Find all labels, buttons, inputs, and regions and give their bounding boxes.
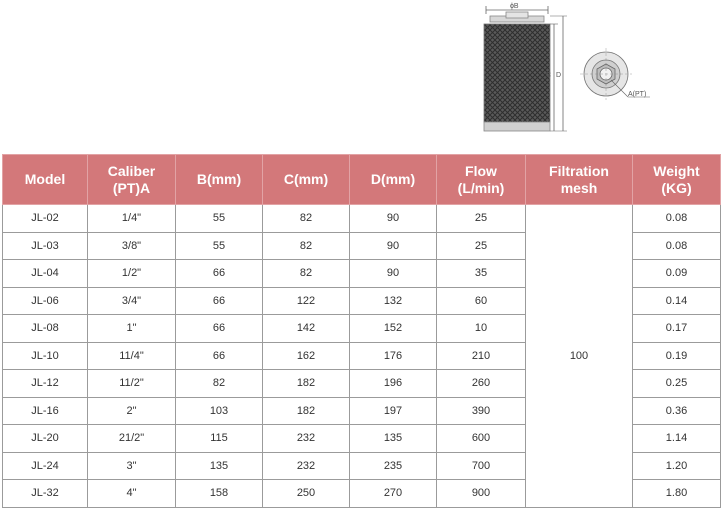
cell-d: 176 xyxy=(350,342,437,370)
header-caliber: Caliber (PT)A xyxy=(88,155,176,205)
cell-caliber: 11/2" xyxy=(88,370,176,398)
cell-model: JL-16 xyxy=(3,397,88,425)
cell-caliber: 1" xyxy=(88,315,176,343)
header-b: B(mm) xyxy=(176,155,263,205)
filter-bottom-cap xyxy=(484,122,550,131)
cell-caliber: 1/4" xyxy=(88,205,176,233)
cell-model: JL-32 xyxy=(3,480,88,508)
cell-filtration-mesh: 100 xyxy=(526,205,633,508)
cell-d: 132 xyxy=(350,287,437,315)
cell-model: JL-10 xyxy=(3,342,88,370)
cell-flow: 60 xyxy=(437,287,526,315)
cell-d: 90 xyxy=(350,205,437,233)
cell-weight: 0.25 xyxy=(633,370,721,398)
cell-c: 142 xyxy=(263,315,350,343)
cell-model: JL-24 xyxy=(3,452,88,480)
cell-weight: 1.14 xyxy=(633,425,721,453)
cell-caliber: 21/2" xyxy=(88,425,176,453)
cell-flow: 900 xyxy=(437,480,526,508)
label-phi-b: ϕB xyxy=(510,3,519,10)
cell-flow: 210 xyxy=(437,342,526,370)
cell-b: 103 xyxy=(176,397,263,425)
cell-weight: 0.17 xyxy=(633,315,721,343)
cell-c: 162 xyxy=(263,342,350,370)
cell-model: JL-12 xyxy=(3,370,88,398)
cell-c: 82 xyxy=(263,232,350,260)
table-row xyxy=(3,205,721,233)
cell-flow: 260 xyxy=(437,370,526,398)
header-filtration-mesh: Filtration mesh xyxy=(526,155,633,205)
cell-b: 66 xyxy=(176,287,263,315)
cell-flow: 25 xyxy=(437,232,526,260)
cell-model: JL-06 xyxy=(3,287,88,315)
cell-c: 82 xyxy=(263,260,350,288)
cell-b: 55 xyxy=(176,232,263,260)
header-c: C(mm) xyxy=(263,155,350,205)
cell-d: 196 xyxy=(350,370,437,398)
label-a-pt: A(PT) xyxy=(628,91,647,98)
cell-model: JL-02 xyxy=(3,205,88,233)
cell-caliber: 4" xyxy=(88,480,176,508)
filter-mesh-body xyxy=(484,24,550,122)
cell-caliber: 2" xyxy=(88,397,176,425)
cell-model: JL-08 xyxy=(3,315,88,343)
cell-flow: 390 xyxy=(437,397,526,425)
cell-d: 197 xyxy=(350,397,437,425)
header-flow: Flow (L/min) xyxy=(437,155,526,205)
cell-d: 135 xyxy=(350,425,437,453)
table-header-row xyxy=(3,155,721,205)
cell-caliber: 1/2" xyxy=(88,260,176,288)
cell-c: 232 xyxy=(263,452,350,480)
cell-weight: 0.14 xyxy=(633,287,721,315)
cell-d: 152 xyxy=(350,315,437,343)
cell-c: 82 xyxy=(263,205,350,233)
cell-c: 182 xyxy=(263,370,350,398)
cell-caliber: 3/8" xyxy=(88,232,176,260)
label-c: C xyxy=(546,72,552,79)
cell-b: 82 xyxy=(176,370,263,398)
cell-d: 90 xyxy=(350,260,437,288)
cell-flow: 10 xyxy=(437,315,526,343)
cell-weight: 0.36 xyxy=(633,397,721,425)
cell-b: 115 xyxy=(176,425,263,453)
cell-b: 66 xyxy=(176,260,263,288)
cell-flow: 25 xyxy=(437,205,526,233)
cell-b: 158 xyxy=(176,480,263,508)
cell-b: 66 xyxy=(176,315,263,343)
cell-d: 235 xyxy=(350,452,437,480)
cell-flow: 700 xyxy=(437,452,526,480)
cell-weight: 0.19 xyxy=(633,342,721,370)
cell-b: 55 xyxy=(176,205,263,233)
filter-end-view xyxy=(580,48,632,100)
specification-table xyxy=(2,154,721,508)
cell-weight: 1.80 xyxy=(633,480,721,508)
cell-c: 182 xyxy=(263,397,350,425)
cell-b: 135 xyxy=(176,452,263,480)
cell-weight: 1.20 xyxy=(633,452,721,480)
cell-flow: 35 xyxy=(437,260,526,288)
cell-caliber: 11/4" xyxy=(88,342,176,370)
cell-b: 66 xyxy=(176,342,263,370)
cell-model: JL-03 xyxy=(3,232,88,260)
label-d: D xyxy=(556,72,562,79)
cell-weight: 0.08 xyxy=(633,205,721,233)
cell-weight: 0.09 xyxy=(633,260,721,288)
cell-c: 232 xyxy=(263,425,350,453)
cell-d: 270 xyxy=(350,480,437,508)
cell-flow: 600 xyxy=(437,425,526,453)
filter-diagram xyxy=(470,0,670,140)
header-model: Model xyxy=(3,155,88,205)
cell-model: JL-20 xyxy=(3,425,88,453)
cell-c: 250 xyxy=(263,480,350,508)
header-d: D(mm) xyxy=(350,155,437,205)
header-weight: Weight (KG) xyxy=(633,155,721,205)
cell-c: 122 xyxy=(263,287,350,315)
cell-d: 90 xyxy=(350,232,437,260)
cell-model: JL-04 xyxy=(3,260,88,288)
cell-caliber: 3" xyxy=(88,452,176,480)
cell-weight: 0.08 xyxy=(633,232,721,260)
cell-caliber: 3/4" xyxy=(88,287,176,315)
